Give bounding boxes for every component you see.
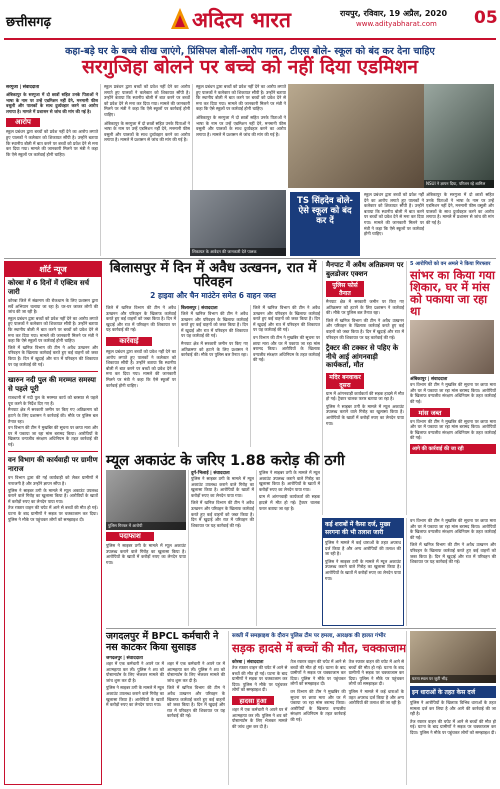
website: www.adityabharat.com: [356, 20, 437, 28]
fraud-headline: म्यूल अकाउंट के जरिए 1.88 करोड़ की ठगी: [106, 453, 345, 469]
mining-text-4: मैनपाट क्षेत्र में सरकारी जमीन पर किए गए अतिक्रमण को हटाने के लिए प्रशासन ने कार्रवाई की। मौके पर पुलिस बल तैनात रहा।: [181, 340, 248, 358]
top-story-photo: [190, 190, 286, 256]
right-bottom-text: पुलिस ने आरोपियों के खिलाफ विभिन्न धाराओं के तहत मामला दर्ज कर लिया है और आगे की कार्रवाई की जा रही है।: [410, 700, 496, 717]
accident-headline: सड़क हादसे में बच्चों की मौत, चक्काजाम: [232, 641, 407, 655]
fraud-text-3: जिले में खनिज विभाग की टीम ने अवैध उत्खनन और परिवहन के खिलाफ कार्रवाई करते हुए कई वाहनों को जब्त किया है। दिन में खुदाई और रात में परिवहन की शिकायत पर यह कार्रवाई की गई।: [191, 500, 254, 528]
accident-text-4: वन विभाग की टीम ने मुखबिर की सूचना पर छापा मारा और घर में पकाया जा रहा मांस बरामद किया। आरोपियों के खिलाफ वन्यजीव संरक्षण अधिनियम के तहत कार्रवाई की गई।: [290, 688, 346, 722]
debt-text-2: पुलिस ने साइबर ठगी के मामले में म्यूल अकाउंट उपलब्ध कराने वाले गिरोह का खुलासा किया है। आरोपियों के खातों में करोड़ों रुपए का लेनदेन पाया गया।: [325, 558, 401, 581]
bulletin: [4, 261, 102, 785]
fraud-label: पदाफाश: [106, 532, 154, 541]
fraud-text-4: पुलिस ने साइबर ठगी के मामले में म्यूल अकाउंट उपलब्ध कराने वाले गिरोह का खुलासा किया है। आरोपियों के खातों में करोड़ों रुपए का लेनदेन पाया गया।: [259, 470, 320, 492]
top-story-body-2: स्कूल प्रबंधन द्वारा बच्चों को प्रवेश नहीं देने का आरोप लगाते हुए पालकों ने कलेक्टर को शिकायत सौंपी है। उन्होंने बताया कि स्थानीय बोली में बात करने पर बच्चों को प्रवेश देने से मना कर दिया गया। मामले की जानकारी मिलने पर मंत्री ने कहा कि ऐसे स्कूलों पर कार्रवाई होनी चाहिए।: [104, 84, 190, 117]
accident-text-6: पुलिस ने मामले में कई धाराओं के तहत अपराध दर्ज किया है और अन्य आरोपियों की तलाश की जा रही है।: [348, 688, 404, 706]
debt-headline: कई शराबों में कैसा दर्ज, मुख्य सरगना की भी तलाश जारी: [323, 519, 403, 538]
dateline: रायपुर, रविवार, 19 अप्रैल, 2020: [340, 9, 448, 18]
middle-sub-text: ग्राम में आंगनवाड़ी कार्यकर्ता की सड़क हादसे में मौत हो गई। ट्रैक्टर चालक फरार बताया जा रहा है।: [326, 390, 404, 402]
accident-label: हादसा हुआ: [232, 696, 274, 705]
top-story-col2: [100, 84, 190, 256]
fraud-text-5: ग्राम में आंगनवाड़ी कार्यकर्ता की सड़क हादसे में मौत हो गई। ट्रैक्टर चालक फरार बताया जा रहा है।: [259, 494, 320, 511]
right-bottom-text-2: तेज रफ्तार वाहन की चपेट में आने से बच्चों की मौत हो गई। घटना के बाद ग्रामीणों ने सड़क पर चक्काजाम कर दिया। पुलिस ने मौके पर पहुंचकर लोगों को समझाइश दी।: [410, 718, 496, 735]
bulletin-item-2-text: राजधानी में नदी पुल के मरम्मत कार्य को बरसात से पहले पूरा करने के निर्देश दिए गए हैं।: [8, 395, 98, 406]
top-story-col4: [362, 192, 424, 256]
bulletin-item-1-text: कोरबा जिले में संक्रमण की रोकथाम के लिए प्रशासन द्वारा सर्वे अभियान चलाया जा रहा है। घर-घर जाकर लोगों की जांच की जा रही है।: [8, 298, 98, 315]
ts-box-label: TS सिंहदेव बोले- ऐसे स्कूल को बंद कर दें: [297, 196, 353, 226]
top-story-col1: [6, 84, 98, 256]
accident-text-1: तेज रफ्तार वाहन की चपेट में आने से बच्चों की मौत हो गई। घटना के बाद ग्रामीणों ने सड़क पर चक्काजाम कर दिया। पुलिस ने मौके पर पहुंचकर लोगों को समझाइश दी।: [232, 665, 288, 693]
cover-story: [406, 261, 496, 515]
suicide-text-4: जिले में खनिज विभाग की टीम ने अवैध उत्खनन और परिवहन के खिलाफ कार्रवाई करते हुए कई वाहनों को जब्त किया है। दिन में खुदाई और रात में परिवहन की शिकायत पर यह कार्रवाई की गई।: [167, 685, 225, 719]
fraud-photo-caption: पुलिस गिरफ्त में आरोपी: [106, 522, 186, 530]
top-story-dateline: सरगुजा | संवाददाता: [6, 85, 40, 90]
cover-side-label: मांस जब्त: [410, 408, 450, 417]
middle-sub-label: मदिर बनवाकर दूसरा: [326, 373, 364, 389]
cover-text-2: वन विभाग की टीम ने मुखबिर की सूचना पर छापा मारा और घर में पकाया जा रहा मांस बरामद किया। आरोपियों के खिलाफ वन्यजीव संरक्षण अधिनियम के तहत कार्रवाई की गई।: [410, 418, 496, 441]
middle-text: मैनपाट क्षेत्र में सरकारी जमीन पर किए गए अतिक्रमण को हटाने के लिए प्रशासन ने कार्रवाई की। मौके पर पुलिस बल तैनात रहा।: [326, 299, 404, 316]
right-bottom-title: इन धाराओं के तहत केस दर्ज: [410, 686, 496, 698]
bulletin-title: शॉर्ट न्यूज: [5, 262, 101, 277]
top-story-col5: [426, 192, 494, 256]
right-bottom: [406, 631, 496, 785]
top-story-kicker: कहा-बड़े घर के बच्चे सीख जाएंगे, प्रिंसिपल बोलीं-आरोप गलत, टीएस बोले- स्कूल को बंद कर देना चाहिए: [65, 46, 435, 57]
top-story-body-4: स्कूल प्रबंधन द्वारा बच्चों को प्रवेश नहीं देने का आरोप लगाते हुए पालकों ने कलेक्टर को शिकायत सौंपी है। उन्होंने बताया कि स्थानीय बोली में बात करने पर बच्चों को प्रवेश देने से मना कर दिया गया। मामले की जानकारी मिलने पर मंत्री ने कहा कि ऐसे स्कूलों पर कार्रवाई होनी चाहिए।: [196, 84, 286, 112]
accident-photo: [410, 631, 496, 683]
top-story-body-7: अंबिकापुर के सरगुजा में दो छात्रों सहित उनके पिताओं ने भाषा के नाम पर उन्हें एडमिशन नहीं देने, मनमानी फीस वसूली और पालकों के साथ दुर्व्यवहार करने का आरोप लगाया है। मामले में प्रशासन से जांच की मांग की गई है।: [426, 192, 494, 225]
suicide-dateline: जगदलपुर | संवाददाता: [106, 656, 143, 661]
accident-text-3: तेज रफ्तार वाहन की चपेट में आने से बच्चों की मौत हो गई। घटना के बाद ग्रामीणों ने सड़क पर चक्काजाम कर दिया। पुलिस ने मौके पर पहुंचकर लोगों को समझाइश दी।: [290, 659, 346, 687]
bulletin-item-1-text-more: स्कूल प्रबंधन द्वारा बच्चों को प्रवेश नहीं देने का आरोप लगाते हुए पालकों ने कलेक्टर को शिकायत सौंपी है। उन्होंने बताया कि स्थानीय बोली में बात करने पर बच्चों को प्रवेश देने से मना कर दिया गया। मामले की जानकारी मिलने पर मंत्री ने कहा कि ऐसे स्कूलों पर कार्रवाई होनी चाहिए।: [8, 315, 98, 344]
top-story-lead: अंबिकापुर के सरगुजा में दो छात्रों सहित उनके पिताओं ने भाषा के नाम पर उन्हें एडमिशन नहीं देने, मनमानी फीस वसूली और पालकों के साथ दुर्व्यवहार करने का आरोप लगाया है। मामले में प्रशासन से जांच की मांग की गई है।: [6, 92, 98, 114]
accident-text-5: तेज रफ्तार वाहन की चपेट में आने से बच्चों की मौत हो गई। घटना के बाद ग्रामीणों ने सड़क पर चक्काजाम कर दिया। पुलिस ने मौके पर पहुंचकर लोगों को समझाइश दी।: [348, 659, 404, 687]
top-story-body-6: स्कूल प्रबंधन द्वारा बच्चों को प्रवेश नहीं देने का आरोप लगाते हुए पालकों ने कलेक्टर को शिकायत सौंपी है। उन्होंने बताया कि स्थानीय बोली में बात करने पर बच्चों को प्रवेश देने से मना कर दिया गया। मामले की जानकारी मिलने पर मंत्री ने कहा कि ऐसे स्कूलों पर कार्रवाई होनी चाहिए।: [364, 192, 424, 237]
fraud-text-1: पुलिस ने साइबर ठगी के मामले में म्यूल अकाउंट उपलब्ध कराने वाले गिरोह का खुलासा किया है। आरोपियों के खातों में करोड़ों रुपए का लेनदेन पाया गया।: [106, 543, 186, 565]
mining-headline: बिलासपुर में दिन में अवैध उत्खनन, रात में परिवहन: [109, 260, 317, 291]
fraud-col2: [188, 470, 254, 626]
accident-story: [228, 631, 407, 785]
top-story-headline: सरगुजिहा बोलने पर बच्चे को नहीं दिया एडमिशन: [82, 56, 418, 78]
fraud-dateline: दुर्ग-भिलाई | संवाददाता: [191, 471, 230, 476]
fraud-col1: [106, 532, 186, 626]
middle-story: [322, 261, 404, 515]
cover-headline: सांभर का किया गया शिकार, घर में मांस को पकाया जा रहा था: [410, 268, 495, 319]
section-rule-2: [106, 628, 496, 629]
nsui-photo-caption: NSUI ने ज्ञापन दिया, परिजन रहे शामिल: [424, 180, 494, 188]
section-rule-1: [4, 258, 496, 259]
page-number: 05: [474, 8, 498, 28]
bulletin-item-1-headline: कोरबा में 6 दिनों में एक्टिव सर्च जारी: [8, 279, 90, 296]
bulletin-item-3-text-more: पुलिस ने साइबर ठगी के मामले में म्यूल अकाउंट उपलब्ध कराने वाले गिरोह का खुलासा किया है। आरोपियों के खातों में करोड़ों रुपए का लेनदेन पाया गया।: [8, 487, 98, 504]
mining-col3: [250, 305, 320, 447]
accident-text-2: शहर में एक कर्मचारी ने अपने घर में आत्महत्या कर ली। पुलिस ने शव को पोस्टमार्टम के लिए भेजकर मामले की जांच शुरू कर दी है।: [232, 706, 288, 729]
mining-label: कार्रवाई: [106, 337, 152, 346]
suicide-text-3: शहर में एक कर्मचारी ने अपने घर में आत्महत्या कर ली। पुलिस ने शव को पोस्टमार्टम के लिए भेजकर मामले की जांच शुरू कर दी है।: [167, 661, 225, 683]
mining-dateline: बिलासपुर | संवाददाता: [181, 306, 218, 311]
mining-text-6: वन विभाग की टीम ने मुखबिर की सूचना पर छापा मारा और घर में पकाया जा रहा मांस बरामद किया। आरोपियों के खिलाफ वन्यजीव संरक्षण अधिनियम के तहत कार्रवाई की गई।: [253, 334, 320, 363]
fraud-text-2: पुलिस ने साइबर ठगी के मामले में म्यूल अकाउंट उपलब्ध कराने वाले गिरोह का खुलासा किया है। आरोपियों के खातों में करोड़ों रुपए का लेनदेन पाया गया।: [191, 476, 254, 498]
fraud-story: [106, 470, 320, 626]
cover-dateline: अंबिकापुर | संवाददाता: [410, 377, 448, 383]
top-story-body-1: स्कूल प्रबंधन द्वारा बच्चों को प्रवेश नहीं देने का आरोप लगाते हुए पालकों ने कलेक्टर को शिकायत सौंपी है। उन्होंने बताया कि स्थानीय बोली में बात करने पर बच्चों को प्रवेश देने से मना कर दिया गया। मामले की जानकारी मिलने पर मंत्री ने कहा कि ऐसे स्कूलों पर कार्रवाई होनी चाहिए।: [6, 129, 98, 157]
cover-side-box: आगे की कार्रवाई की जा रही: [410, 444, 496, 454]
bulletin-item-3-text-more2: तेज रफ्तार वाहन की चपेट में आने से बच्चों की मौत हो गई। घटना के बाद ग्रामीणों ने सड़क पर चक्काजाम कर दिया। पुलिस ने मौके पर पहुंचकर लोगों को समझाइश दी।: [8, 505, 98, 522]
bulletin-item-2-headline: खारुन नदी पुल की मरम्मत समस्या से पहले पूरी: [8, 376, 96, 393]
debt-text: पुलिस ने मामले में कई धाराओं के तहत अपराध दर्ज किया है और अन्य आरोपियों की तलाश की जा रही है।: [325, 540, 401, 557]
debt-box: [322, 518, 404, 626]
top-story-body-5: अंबिकापुर के सरगुजा में दो छात्रों सहित उनके पिताओं ने भाषा के नाम पर उन्हें एडमिशन नहीं देने, मनमानी फीस वसूली और पालकों के साथ दुर्व्यवहार करने का आरोप लगाया है। मामले में प्रशासन से जांच की मांग की गई है।: [196, 114, 286, 137]
mining-text-2: स्कूल प्रबंधन द्वारा बच्चों को प्रवेश नहीं देने का आरोप लगाते हुए पालकों ने कलेक्टर को शिकायत सौंपी है। उन्होंने बताया कि स्थानीय बोली में बात करने पर बच्चों को प्रवेश देने से मना कर दिया गया। मामले की जानकारी मिलने पर मंत्री ने कहा कि ऐसे स्कूलों पर कार्रवाई होनी चाहिए।: [106, 348, 176, 388]
logo: [170, 4, 320, 34]
region-tag: छत्तीसगढ़: [6, 15, 51, 30]
fraud-col3: [256, 470, 320, 626]
cover-text: वन विभाग की टीम ने मुखबिर की सूचना पर छापा मारा और घर में पकाया जा रहा मांस बरामद किया। आरोपियों के खिलाफ वन्यजीव संरक्षण अधिनियम के तहत कार्रवाई की गई।: [410, 382, 496, 405]
mining-col1: [106, 305, 176, 447]
masthead-rule: [4, 38, 496, 40]
suicide-text-2: पुलिस ने साइबर ठगी के मामले में म्यूल अकाउंट उपलब्ध कराने वाले गिरोह का खुलासा किया है। आरोपियों के खातों में करोड़ों रुपए का लेनदेन पाया गया।: [106, 685, 165, 708]
mining-subhead: 2 हाइवा और चैन माउंटेन समेत 6 वाहन जब्त: [150, 291, 276, 301]
top-story-photo-caption: शिकायत के आवेदन की जानकारी देते पालक: [190, 248, 286, 256]
cover-text-3: वन विभाग की टीम ने मुखबिर की सूचना पर छापा मारा और घर में पकाया जा रहा मांस बरामद किया। आरोपियों के खिलाफ वन्यजीव संरक्षण अधिनियम के तहत कार्रवाई की गई।: [410, 518, 496, 540]
middle-text-2: जिले में खनिज विभाग की टीम ने अवैध उत्खनन और परिवहन के खिलाफ कार्रवाई करते हुए कई वाहनों को जब्त किया है। दिन में खुदाई और रात में परिवहन की शिकायत पर यह कार्रवाई की गई।: [326, 317, 404, 340]
accident-kicker: सक्ती में समझाइश के दौरान पुलिस टीम पर हमला, आरक्षक की हालत गंभीर: [232, 633, 386, 639]
accident-dateline: कोरबा | संवाददाता: [232, 660, 264, 665]
nsui-photo: [424, 84, 494, 188]
middle-sub-text-2: पुलिस ने साइबर ठगी के मामले में म्यूल अकाउंट उपलब्ध कराने वाले गिरोह का खुलासा किया है। आरोपियों के खातों में करोड़ों रुपए का लेनदेन पाया गया।: [326, 403, 404, 426]
cover-photo: [410, 320, 494, 374]
middle-sub-headline: ट्रैक्टर की टक्कर से पहिए के नीचे आई आंगनवाड़ी कार्यकर्ता, मौत: [326, 344, 399, 370]
top-story-body-3: अंबिकापुर के सरगुजा में दो छात्रों सहित उनके पिताओं ने भाषा के नाम पर उन्हें एडमिशन नहीं देने, मनमानी फीस वसूली और पालकों के साथ दुर्व्यवहार करने का आरोप लगाया है। मामले में प्रशासन से जांच की मांग की गई है।: [104, 120, 190, 143]
middle-label: पुलिस फोर्स तैनात: [326, 281, 364, 297]
fraud-photo: [106, 470, 186, 530]
suicide-headline: जगदलपुर में BPCL कर्मचारी ने नस काटकर किया सुसाइड: [106, 631, 219, 653]
mining-text-5: जिले में खनिज विभाग की टीम ने अवैध उत्खनन और परिवहन के खिलाफ कार्रवाई करते हुए कई वाहनों को जब्त किया है। दिन में खुदाई और रात में परिवहन की शिकायत पर यह कार्रवाई की गई।: [253, 305, 320, 333]
logo-emblem-icon: [170, 7, 190, 31]
mining-text-3: जिले में खनिज विभाग की टीम ने अवैध उत्खनन और परिवहन के खिलाफ कार्रवाई करते हुए कई वाहनों को जब्त किया है। दिन में खुदाई और रात में परिवहन की शिकायत पर यह कार्रवाई की गई।: [181, 311, 248, 339]
bulletin-item-2-text-more2: वन विभाग की टीम ने मुखबिर की सूचना पर छापा मारा और घर में पकाया जा रहा मांस बरामद किया। आरोपियों के खिलाफ वन्यजीव संरक्षण अधिनियम के तहत कार्रवाई की गई।: [8, 425, 98, 447]
cover-text-4: जिले में खनिज विभाग की टीम ने अवैध उत्खनन और परिवहन के खिलाफ कार्रवाई करते हुए कई वाहनों को जब्त किया है। दिन में खुदाई और रात में परिवहन की शिकायत पर यह कार्रवाई की गई।: [410, 542, 496, 565]
middle-headline: मैनपाट में अवैध अतिक्रमण पर बुलडोजर एक्शन: [326, 261, 404, 278]
suicide-text-1: शहर में एक कर्मचारी ने अपने घर में आत्महत्या कर ली। पुलिस ने शव को पोस्टमार्टम के लिए भेजकर मामले की जांच शुरू कर दी है।: [106, 661, 164, 683]
logo-text: अदित्य भारत: [192, 7, 291, 32]
bulletin-item-3-text: वन विभाग द्वारा की गई कार्यवाही को लेकर ग्रामीणों में नाराजगी है और उन्होंने ज्ञापन सौंपा है।: [8, 475, 98, 487]
top-story-main-photo: [288, 84, 424, 188]
cover-kicker: 5 आरोपियों को वन अमले ने किया गिरफ्तार: [410, 261, 491, 267]
mining-story: [106, 261, 320, 447]
bulletin-item-1-text-more2: जिले में खनिज विभाग की टीम ने अवैध उत्खनन और परिवहन के खिलाफ कार्रवाई करते हुए कई वाहनों को जब्त किया है। दिन में खुदाई और रात में परिवहन की शिकायत पर यह कार्रवाई की गई।: [8, 344, 98, 367]
suicide-story: [106, 631, 226, 785]
bulletin-item-2-text-more: मैनपाट क्षेत्र में सरकारी जमीन पर किए गए अतिक्रमण को हटाने के लिए प्रशासन ने कार्रवाई की। मौके पर पुलिस बल तैनात रहा।: [8, 407, 98, 424]
top-story-quote-label: आरोप: [6, 118, 40, 127]
cover-continued: [406, 518, 496, 626]
bulletin-item-3-headline: वन विभाग की कार्यवाही पर ग्रामीण नाराज: [8, 456, 98, 473]
masthead: [0, 0, 500, 42]
mining-col2: [178, 305, 248, 447]
ts-box: [290, 192, 360, 256]
accident-photo-caption: घटना स्थल पर जुटी भीड़: [410, 675, 496, 683]
mining-text-1: जिले में खनिज विभाग की टीम ने अवैध उत्खनन और परिवहन के खिलाफ कार्रवाई करते हुए कई वाहनों को जब्त किया है। दिन में खुदाई और रात में परिवहन की शिकायत पर यह कार्रवाई की गई।: [106, 305, 176, 333]
